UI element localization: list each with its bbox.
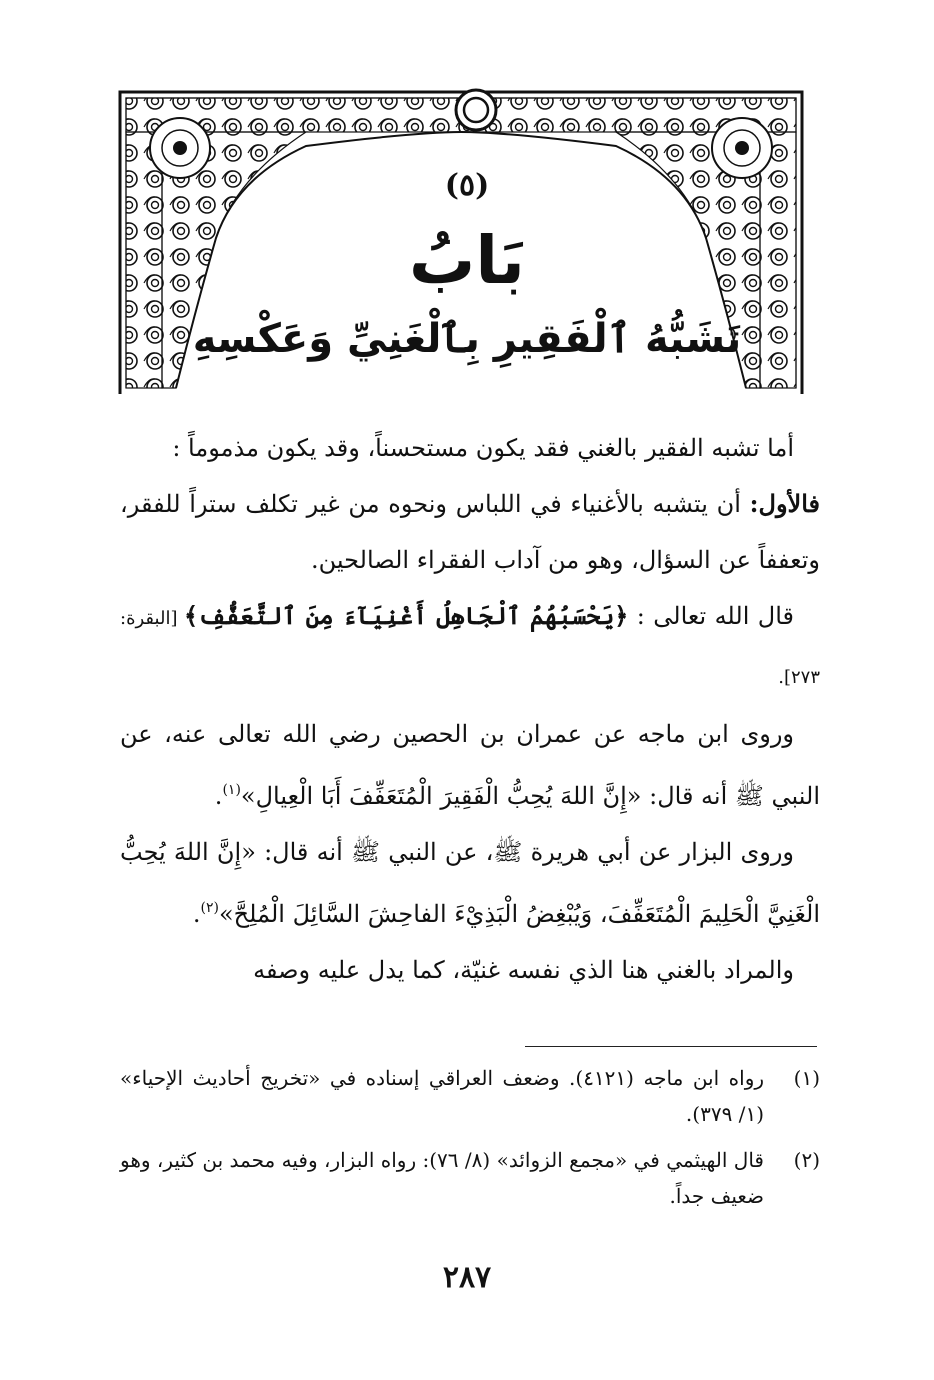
footnotes (120, 1060, 820, 1224)
footnote-item (120, 1142, 820, 1214)
paragraph-quran-citation (120, 588, 820, 706)
paragraph-lead-term: فالأول: (749, 489, 820, 518)
footnote-marker: (٢) (200, 900, 219, 916)
footnote-text: قال الهيثمي في «مجمع الزوائد» (٨/ ٧٦): رواه البزار، وفيه محمد بن كثير، وهو ضعيف جداً. (120, 1148, 764, 1208)
chapter-subtitle: تَشَبُّهُ ٱلْفَقِيرِ بِٱلْغَنِيِّ وَعَكْسِهِ (192, 316, 742, 362)
footnote-number: (٢) (793, 1148, 820, 1172)
citation-intro: قال الله تعالى : (628, 602, 794, 630)
sentence-end: . (214, 782, 223, 810)
footnote-item (120, 1060, 820, 1132)
footnote-divider (525, 1046, 817, 1047)
paragraph-text: أن يتشبه بالأغنياء في اللباس ونحوه من غير تكلف ستراً للفقر، وتعففاً عن السؤال، وهو من آداب الفقراء الصالحين. (120, 490, 820, 574)
page-number: ٢٨٧ (442, 1260, 492, 1295)
paragraph-first-type (120, 476, 820, 588)
main-text (120, 420, 820, 998)
paragraph-explanation: والمراد بالغني هنا الذي نفسه غنيّة، كما يدل عليه وصفه (253, 956, 794, 984)
verse-reference: [البقرة: ٢٧٣]. (120, 608, 820, 688)
chapter-number: (٥) (444, 168, 490, 203)
sentence-end: . (192, 900, 201, 928)
hadith-text: وروى البزار عن أبي هريرة ﷺ، عن النبي ﷺ أنه قال: «إِنَّ اللهَ يُحِبُّ الْغَنِيَّ الْحَلِيمَ الْمُتَعَفِّفَ، وَيُبْغِضُ الْبَذِيْءَ الفاحِشَ السَّائِلَ الْمُلِحَّ» (120, 838, 820, 928)
quran-verse: ﴿يَحْسَبُهُمُ ٱلْجَاهِلُ أَغْنِيَآءَ مِنَ ٱلتَّعَفُّفِ﴾ (183, 601, 629, 630)
footnote-number: (١) (793, 1066, 820, 1090)
paragraph-hadith-bazzar (120, 824, 820, 942)
chapter-heading: بَابُ (409, 222, 525, 299)
footnote-text: رواه ابن ماجه (٤١٢١). وضعف العراقي إسناده في «تخريج أحاديث الإحياء» (١/ ٣٧٩). (120, 1066, 765, 1126)
paragraph-hadith-ibn-majah (120, 706, 820, 824)
hadith-text: وروى ابن ماجه عن عمران بن الحصين رضي الله تعالى عنه، عن النبي ﷺ أنه قال: «إِنَّ اللهَ يُحِبُّ الْفَقِيرَ الْمُتَعَفِّفَ أَبَا الْعِيالِ» (120, 720, 820, 810)
footnote-marker: (١) (222, 782, 241, 798)
paragraph-intro: أما تشبه الفقير بالغني فقد يكون مستحسناً، وقد يكون مذموماً : (172, 434, 794, 462)
